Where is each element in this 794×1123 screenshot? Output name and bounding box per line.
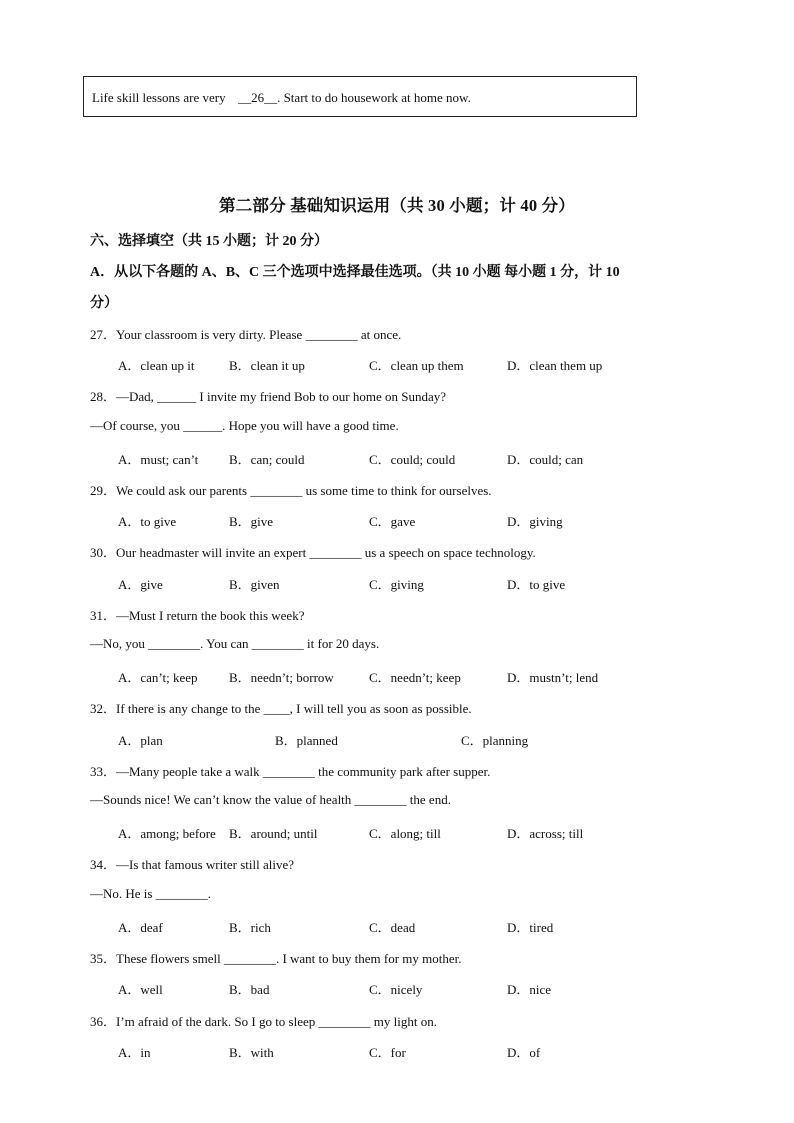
question-35-options <box>0 979 794 999</box>
question-27: 27．Your classroom is very dirty. Please ________ at once. <box>90 327 402 342</box>
question-29-options <box>0 511 794 531</box>
blank-26: __26__ <box>238 90 278 105</box>
option-b[interactable]: B．planned <box>275 733 338 748</box>
question-35: 35．These flowers smell ________. I want to buy them for my mother. <box>90 951 462 966</box>
option-c[interactable]: C．could; could <box>369 452 456 467</box>
option-d[interactable]: D．giving <box>507 514 563 529</box>
option-d[interactable]: D．to give <box>507 577 566 592</box>
option-d[interactable]: D．could; can <box>507 452 584 467</box>
option-c[interactable]: C．for <box>369 1045 406 1060</box>
question-31-reply: —No, you ________. You can ________ it for 20 days. <box>90 636 380 651</box>
option-a[interactable]: A．can’t; keep <box>118 670 198 685</box>
question-32-options <box>0 730 794 750</box>
question-28-reply: —Of course, you ______. Hope you will have a good time. <box>90 418 399 433</box>
question-31-options <box>0 667 794 687</box>
question-32: 32．If there is any change to the ____, I will tell you as soon as possible. <box>90 701 472 716</box>
option-b[interactable]: B．bad <box>229 982 270 997</box>
passage-box <box>83 76 637 117</box>
question-29: 29．We could ask our parents ________ us some time to think for ourselves. <box>90 483 492 498</box>
option-c[interactable]: C．planning <box>461 733 529 748</box>
section-a-instruction-cont: 分） <box>90 296 118 311</box>
option-a[interactable]: A．deaf <box>118 920 163 935</box>
option-a[interactable]: A．well <box>118 982 163 997</box>
option-d[interactable]: D．clean them up <box>507 358 603 373</box>
option-c[interactable]: C．along; till <box>369 826 441 841</box>
section-a-instruction: A．从以下各题的 A、B、C 三个选项中选择最佳选项。（共 10 小题 每小题 1 分，计 10 <box>90 265 620 280</box>
option-a[interactable]: A．in <box>118 1045 151 1060</box>
box-suffix: . Start to do housework at home now. <box>277 90 471 105</box>
question-34-options <box>0 917 794 937</box>
option-c[interactable]: C．clean up them <box>369 358 464 373</box>
question-33-options <box>0 823 794 843</box>
option-b[interactable]: B．clean it up <box>229 358 305 373</box>
option-d[interactable]: D．mustn’t; lend <box>507 670 599 685</box>
option-d[interactable]: D．tired <box>507 920 554 935</box>
question-27-options <box>0 355 794 375</box>
option-a[interactable]: A．among; before <box>118 826 216 841</box>
option-a[interactable]: A．plan <box>118 733 163 748</box>
option-b[interactable]: B．can; could <box>229 452 305 467</box>
part-title: 第二部分 基础知识运用（共 30 小题；计 40 分） <box>218 196 576 215</box>
option-b[interactable]: B．given <box>229 577 280 592</box>
option-a[interactable]: A．to give <box>118 514 177 529</box>
question-36-options <box>0 1042 794 1062</box>
option-c[interactable]: C．needn’t; keep <box>369 670 461 685</box>
box-prefix: Life skill lessons are very <box>92 90 226 105</box>
option-c[interactable]: C．nicely <box>369 982 423 997</box>
question-34: 34．—Is that famous writer still alive? <box>90 857 294 872</box>
question-28: 28．—Dad, ______ I invite my friend Bob to our home on Sunday? <box>90 389 447 404</box>
box-sentence <box>92 90 471 106</box>
question-28-options <box>0 449 794 469</box>
question-31: 31．—Must I return the book this week? <box>90 608 305 623</box>
option-d[interactable]: D．of <box>507 1045 541 1060</box>
option-c[interactable]: C．gave <box>369 514 416 529</box>
option-c[interactable]: C．giving <box>369 577 424 592</box>
option-c[interactable]: C．dead <box>369 920 416 935</box>
option-a[interactable]: A．clean up it <box>118 358 195 373</box>
option-d[interactable]: D．across; till <box>507 826 584 841</box>
option-b[interactable]: B．with <box>229 1045 274 1060</box>
question-34-reply: —No. He is ________. <box>90 886 211 901</box>
question-30: 30．Our headmaster will invite an expert ________ us a speech on space technology. <box>90 545 536 560</box>
question-36: 36．I’m afraid of the dark. So I go to sleep ________ my light on. <box>90 1014 437 1029</box>
section-6-title: 六、选择填空（共 15 小题；计 20 分） <box>90 234 328 249</box>
question-33-reply: —Sounds nice! We can’t know the value of health ________ the end. <box>90 792 451 807</box>
option-b[interactable]: B．give <box>229 514 274 529</box>
question-33: 33．—Many people take a walk ________ the community park after supper. <box>90 764 491 779</box>
option-b[interactable]: B．rich <box>229 920 271 935</box>
option-a[interactable]: A．give <box>118 577 163 592</box>
option-d[interactable]: D．nice <box>507 982 552 997</box>
option-b[interactable]: B．around; until <box>229 826 318 841</box>
question-30-options <box>0 574 794 594</box>
option-b[interactable]: B．needn’t; borrow <box>229 670 334 685</box>
option-a[interactable]: A．must; can’t <box>118 452 199 467</box>
